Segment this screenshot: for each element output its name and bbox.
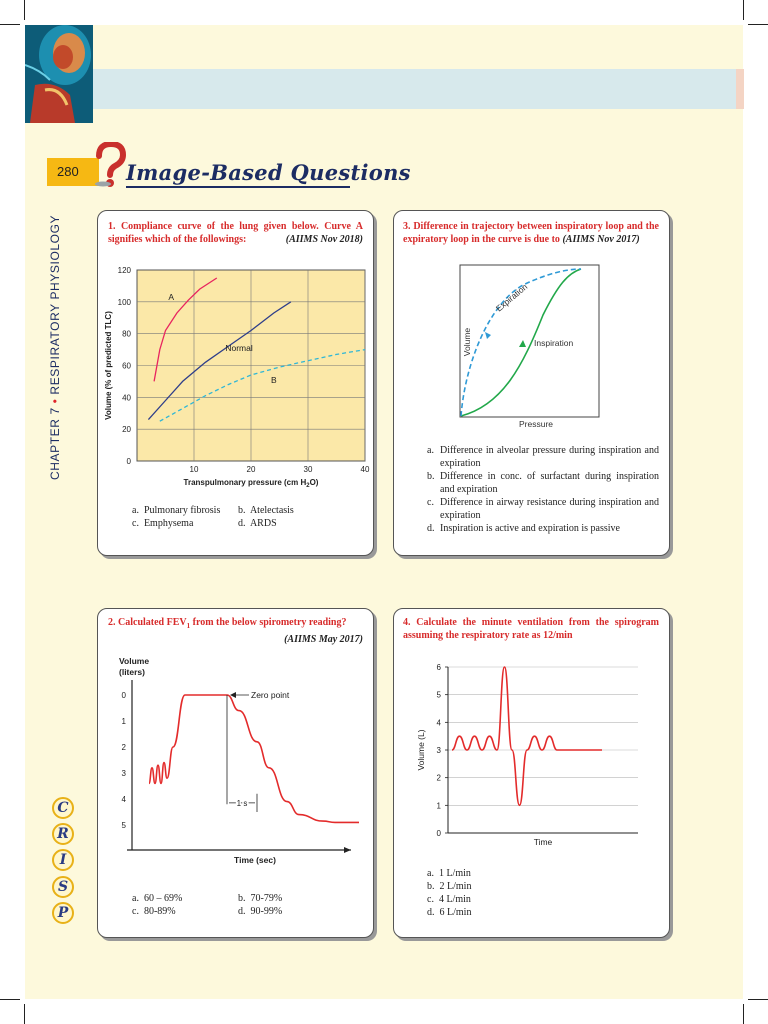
chart1-y-tick: 20	[122, 425, 131, 435]
chart1-y-tick: 0	[126, 457, 131, 466]
chart4-trace	[452, 667, 602, 805]
q1-option-b[interactable]: b. Atelectasis	[238, 505, 294, 516]
chart4-y-tick: 6	[436, 663, 441, 672]
chapter-number: CHAPTER 7	[48, 407, 62, 480]
spiro-y-tick: 4	[121, 795, 126, 804]
crop-mark	[0, 999, 20, 1000]
q4-options	[427, 867, 471, 919]
pv-x-axis-label: Pressure	[518, 419, 554, 429]
question-2-source: (AIIMS May 2017)	[284, 634, 363, 645]
q4-option-b[interactable]: b. 2 L/min	[427, 881, 472, 892]
q4-option-c[interactable]: c. 4 L/min	[427, 894, 471, 905]
q2-option-d[interactable]: d. 90-99%	[238, 906, 283, 917]
spiro-y-tick: 2	[121, 743, 126, 752]
chart1-y-tick: 80	[122, 329, 131, 339]
chart1-series-label-normal: Normal	[225, 343, 253, 354]
crisp-badge-i: I	[52, 849, 74, 871]
spirometry-chart	[97, 650, 374, 870]
chart1-series-label-b: B	[270, 375, 277, 386]
question-1-text	[108, 220, 363, 246]
chart1-x-tick: 40	[360, 465, 370, 474]
section-title: Image-Based Questions	[126, 160, 411, 185]
chart4-y-tick: 3	[436, 746, 441, 755]
spiro-y-tick: 0	[121, 691, 126, 700]
crop-mark	[743, 0, 744, 20]
question-4-number: 4.	[403, 617, 411, 628]
q3-option-b[interactable]: b. Difference in conc. of surfactant during inspiration and expiration	[427, 471, 659, 495]
question-mark-icon	[93, 142, 127, 193]
crisp-badge-s: S	[52, 876, 74, 898]
spiro-title-line2: (liters)	[119, 667, 145, 677]
q2-option-c[interactable]: c. 80-89%	[132, 906, 176, 917]
chart1-y-tick: 60	[122, 361, 131, 371]
q4-option-a[interactable]: a. 1 L/min	[427, 868, 471, 879]
spiro-x-axis-arrow	[344, 847, 351, 853]
spirogram-chart	[393, 655, 670, 855]
q3-options	[427, 444, 659, 535]
anatomy-head-illustration	[25, 25, 93, 123]
question-3-text	[403, 220, 659, 246]
spiro-zero-point-label: Zero point	[251, 690, 290, 700]
chart1-x-axis-label: Transpulmonary pressure (cm $H_2O$)	[183, 478, 319, 489]
question-1-source: (AIIMS Nov 2018)	[285, 234, 363, 245]
chart4-y-tick: 4	[436, 718, 441, 728]
compliance-curve-chart	[97, 255, 374, 495]
chart1-y-tick: 100	[117, 297, 131, 307]
q2-option-a[interactable]: a. 60 – 69%	[132, 893, 183, 904]
header-band	[70, 69, 738, 109]
chart4-y-tick: 0	[436, 829, 441, 838]
header-band-edge	[736, 69, 744, 109]
pv-y-axis-label: Volume	[462, 327, 472, 357]
spiro-y-tick: 3	[121, 769, 126, 778]
question-3-stem: Difference in trajectory between inspiratory loop and the expiratory loop in the curve is due to	[403, 221, 659, 245]
question-3-number: 3.	[403, 221, 411, 232]
chapter-separator: •	[48, 398, 62, 404]
crop-mark	[748, 24, 768, 25]
spiro-y-tick: 1	[121, 717, 126, 726]
q2-option-b[interactable]: b. 70-79%	[238, 893, 283, 904]
question-4-text	[403, 616, 659, 642]
crop-mark	[743, 1004, 744, 1024]
question-4-stem: Calculate the minute ventilation from the spirogram assuming the respiratory rate as 12/min	[403, 617, 659, 641]
question-1-stem: Compliance curve of the lung given below. Curve A signifies which of the followings:	[108, 221, 363, 245]
spiro-y-tick: 5	[121, 821, 126, 830]
crop-mark	[24, 1004, 25, 1024]
spiro-1s-label: 1 s	[236, 798, 248, 808]
q1-option-c[interactable]: c. Emphysema	[132, 518, 194, 529]
chart4-x-axis-label: Time	[533, 837, 553, 847]
chapter-subject: RESPIRATORY PHYSIOLOGY	[48, 214, 62, 395]
crop-mark	[748, 999, 768, 1000]
chart1-x-tick: 10	[189, 465, 199, 474]
question-1-number: 1.	[108, 221, 116, 232]
crop-mark	[0, 24, 20, 25]
chart1-series-label-a: A	[168, 292, 175, 303]
question-2-text	[108, 616, 363, 646]
question-3-source: (AIIMS Nov 2017)	[562, 234, 640, 245]
section-title-underline	[126, 186, 350, 188]
pv-inspiration-label: Inspiration	[534, 338, 574, 348]
q1-option-a[interactable]: a. Pulmonary fibrosis	[132, 505, 221, 516]
crisp-badge-p: P	[52, 902, 74, 924]
chart1-y-tick: 120	[117, 266, 131, 275]
q4-option-d[interactable]: d. 6 L/min	[427, 907, 472, 918]
spiro-title-line1: Volume	[119, 656, 150, 666]
spiro-x-axis-label: Time (sec)	[234, 855, 276, 865]
pv-expiration-label: Expiration	[493, 281, 530, 314]
chart4-y-tick: 5	[436, 690, 441, 700]
chart4-y-axis-label: Volume (L)	[416, 729, 426, 771]
q1-option-d[interactable]: d. ARDS	[238, 518, 277, 529]
q3-option-c[interactable]: c. Difference in airway resistance during inspiration and expiration	[427, 497, 659, 521]
chart4-y-tick: 1	[436, 801, 441, 811]
crisp-badge-r: R	[52, 823, 74, 845]
chart4-y-tick: 2	[436, 773, 441, 783]
chart1-y-axis-label: Volume (% of predicted TLC)	[104, 311, 113, 420]
question-2-stem: Calculated $FEV_1$ from the below spirometry reading?	[118, 617, 347, 630]
q3-option-d[interactable]: d. Inspiration is active and expiration is passive	[427, 523, 620, 534]
crop-mark	[24, 0, 25, 20]
chart1-x-tick: 20	[246, 465, 256, 474]
chapter-side-label	[48, 215, 62, 480]
pressure-volume-loop-chart	[393, 255, 670, 435]
crisp-badge-c: C	[52, 797, 74, 819]
q3-option-a[interactable]: a. Difference in alveolar pressure during inspiration and expiration	[427, 445, 659, 469]
page-number: 280	[47, 158, 99, 186]
chart1-x-tick: 30	[303, 465, 313, 474]
chart1-y-tick: 40	[122, 393, 131, 403]
pv-frame	[460, 265, 599, 417]
question-2-number: 2.	[108, 617, 116, 628]
